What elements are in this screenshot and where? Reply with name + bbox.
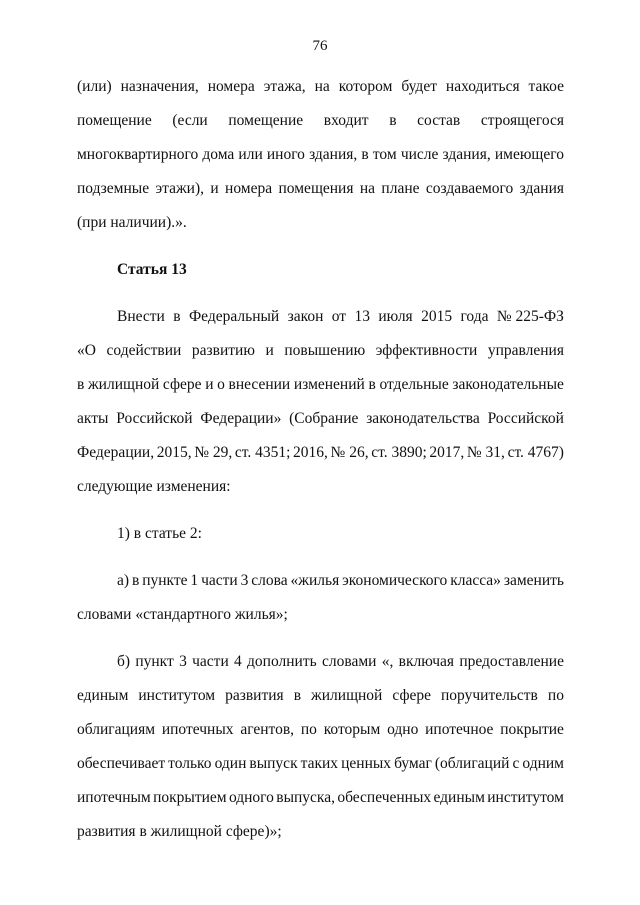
- word: а): [117, 572, 130, 589]
- word: будет: [401, 78, 437, 95]
- word: строящегося: [480, 112, 564, 129]
- word: (при наличии).».: [77, 214, 187, 231]
- paragraph-gap: [77, 632, 564, 645]
- word: по: [300, 721, 317, 738]
- word: поручительств: [441, 687, 538, 704]
- text-line: [77, 70, 564, 104]
- word: части: [201, 572, 238, 589]
- word: Федеральный: [188, 308, 280, 325]
- word: здания: [519, 180, 564, 197]
- text-line: [77, 172, 564, 206]
- word: и: [205, 376, 214, 393]
- text-line: [77, 436, 564, 470]
- text-line: [77, 253, 564, 287]
- word: развития в жилищной сфере)»;: [77, 823, 282, 840]
- text-line: [77, 470, 564, 504]
- item-1: [77, 517, 564, 551]
- word: обеспечивает: [77, 755, 166, 772]
- word: Статья 13: [117, 261, 187, 278]
- word: содействии: [106, 342, 182, 359]
- word: Российской: [116, 410, 193, 427]
- word: от: [331, 308, 347, 325]
- word: обеспеченных: [337, 789, 432, 806]
- word: слова: [251, 572, 288, 589]
- word: этажа,: [263, 78, 306, 95]
- word: ипотечное: [425, 721, 494, 738]
- word: закон: [287, 308, 324, 325]
- word: в: [293, 687, 302, 704]
- page-number: 76: [312, 38, 328, 54]
- text-line: [77, 368, 564, 402]
- word: предоставление: [459, 653, 564, 670]
- word: ипотечных: [161, 721, 234, 738]
- word: бумаг: [394, 755, 432, 772]
- word: акты: [77, 410, 109, 427]
- word: включая: [398, 653, 455, 670]
- word: единым: [433, 789, 485, 806]
- word: помещения: [278, 180, 354, 197]
- word: № 225-ФЗ: [496, 308, 564, 325]
- word: № 29,: [194, 444, 233, 461]
- word: в: [77, 376, 85, 393]
- word: 1) в статье 2:: [117, 525, 202, 542]
- text-line: [77, 206, 564, 240]
- word: (облигаций: [434, 755, 510, 772]
- word: здания,: [442, 146, 491, 163]
- paragraph-gap: [77, 551, 564, 564]
- word: 2015,: [156, 444, 192, 461]
- text-line: [77, 713, 564, 747]
- word: Федерации,: [77, 444, 155, 461]
- word: с: [512, 755, 520, 772]
- word: котором: [338, 78, 393, 95]
- word: 4: [234, 653, 242, 670]
- word: одного: [228, 789, 274, 806]
- word: одним: [522, 755, 564, 772]
- text-line: [77, 815, 564, 849]
- word: которым: [323, 721, 381, 738]
- word: покрытием: [153, 789, 227, 806]
- word: ценных: [341, 755, 392, 772]
- word: покрытие: [500, 721, 564, 738]
- word: в: [131, 572, 140, 589]
- word: на: [314, 78, 330, 95]
- word: по: [547, 687, 564, 704]
- paragraph-continuation: [77, 70, 564, 240]
- word: один: [214, 755, 247, 772]
- word: (или): [77, 78, 112, 95]
- word: создаваемого: [425, 180, 514, 197]
- word: «жилья: [290, 572, 340, 589]
- word: в: [389, 112, 397, 129]
- word: номера: [207, 78, 255, 95]
- word: «,: [381, 653, 394, 670]
- word: и: [210, 180, 219, 197]
- word: года: [460, 308, 489, 325]
- word: дополнить: [247, 653, 317, 670]
- item-1b: [77, 645, 564, 849]
- word: находиться: [445, 78, 520, 95]
- word: такое: [528, 78, 564, 95]
- word: 2015: [421, 308, 453, 325]
- word: в: [173, 308, 181, 325]
- word: многоквартирного: [77, 146, 199, 163]
- word: эффективности: [375, 342, 478, 359]
- word: б): [117, 653, 131, 670]
- text-line: [77, 645, 564, 679]
- word: входит: [323, 112, 369, 129]
- word: таких: [300, 755, 339, 772]
- word: ипотечным: [77, 789, 151, 806]
- word: институтом: [138, 687, 216, 704]
- text-line: [77, 564, 564, 598]
- word: здания,: [309, 146, 358, 163]
- text-line: [77, 104, 564, 138]
- word: управления: [487, 342, 564, 359]
- word: плане: [381, 180, 420, 197]
- paragraph-gap: [77, 240, 564, 253]
- word: сфере: [162, 376, 202, 393]
- word: только: [168, 755, 212, 772]
- word: том: [372, 146, 397, 163]
- word: единым: [77, 687, 129, 704]
- text-line: [77, 747, 564, 781]
- word: (Собрание: [289, 410, 359, 427]
- word: имеющего: [494, 146, 564, 163]
- word: следующие изменения:: [77, 478, 231, 495]
- word: институтом: [487, 789, 564, 806]
- text-line: [77, 300, 564, 334]
- word: иного: [266, 146, 305, 163]
- word: выпуска,: [276, 789, 335, 806]
- word: номера: [225, 180, 273, 197]
- word: 1: [190, 572, 199, 589]
- word: июля: [378, 308, 413, 325]
- word: жилищной: [311, 687, 383, 704]
- word: одно: [387, 721, 419, 738]
- word: дома: [202, 146, 235, 163]
- word: ст. 4351;: [234, 444, 291, 461]
- word: повышению: [284, 342, 366, 359]
- word: в: [361, 146, 369, 163]
- word: этажи),: [155, 180, 204, 197]
- word: Внести: [117, 308, 165, 325]
- word: отдельные: [379, 376, 449, 393]
- word: словами: [321, 653, 377, 670]
- word: в: [368, 376, 376, 393]
- article-heading: [77, 253, 564, 287]
- text-line: [77, 679, 564, 713]
- text-line: [77, 517, 564, 551]
- word: числе: [400, 146, 439, 163]
- word: развития: [225, 687, 284, 704]
- word: 13: [354, 308, 370, 325]
- word: сфере: [392, 687, 431, 704]
- word: класса»: [450, 572, 501, 589]
- word: 3: [179, 653, 187, 670]
- item-1a: [77, 564, 564, 632]
- paragraph-article-13-intro: [77, 300, 564, 504]
- text-line: [77, 598, 564, 632]
- word: «О: [77, 342, 96, 359]
- word: № 31,: [466, 444, 505, 461]
- word: № 26,: [330, 444, 369, 461]
- word: развитию: [191, 342, 255, 359]
- word: агентов,: [240, 721, 295, 738]
- word: внесении: [228, 376, 291, 393]
- word: (если: [172, 112, 208, 129]
- word: или: [238, 146, 263, 163]
- word: подземные: [77, 180, 150, 197]
- word: жилищной: [87, 376, 160, 393]
- paragraph-gap: [77, 287, 564, 300]
- word: изменений: [293, 376, 365, 393]
- word: экономического: [342, 572, 448, 589]
- word: 3: [240, 572, 249, 589]
- word: помещение: [228, 112, 304, 129]
- word: облигациям: [77, 721, 156, 738]
- word: Федерации»: [200, 410, 282, 427]
- word: назначения,: [120, 78, 199, 95]
- word: 2017,: [429, 444, 465, 461]
- paragraph-gap: [77, 504, 564, 517]
- word: ст. 4767): [507, 444, 564, 461]
- word: помещение: [77, 112, 152, 129]
- word: Российской: [487, 410, 564, 427]
- word: части: [192, 653, 229, 670]
- word: и: [265, 342, 274, 359]
- word: законодательства: [366, 410, 480, 427]
- word: состав: [417, 112, 461, 129]
- word: законодательные: [452, 376, 564, 393]
- word: о: [217, 376, 225, 393]
- word: на: [359, 180, 376, 197]
- word: выпуск: [249, 755, 298, 772]
- document-body: [77, 70, 564, 849]
- text-line: [77, 138, 564, 172]
- word: заменить: [503, 572, 564, 589]
- text-line: [77, 402, 564, 436]
- text-line: [77, 334, 564, 368]
- word: 2016,: [293, 444, 328, 461]
- word: пункт: [135, 653, 174, 670]
- word: пункте: [142, 572, 188, 589]
- text-line: [77, 781, 564, 815]
- word: ст. 3890;: [371, 444, 427, 461]
- word: словами «стандартного жилья»;: [77, 606, 288, 623]
